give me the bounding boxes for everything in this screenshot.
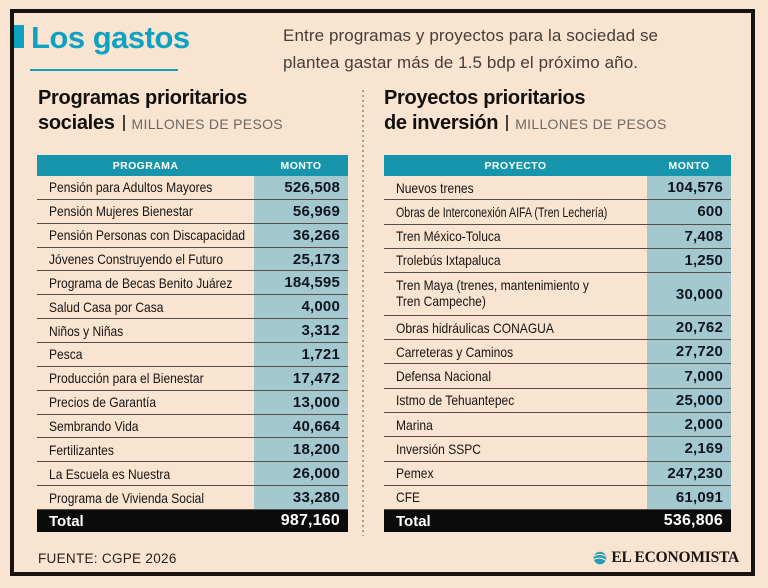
row-value: 3,312	[254, 319, 348, 342]
row-value: 33,280	[254, 486, 348, 509]
row-value: 247,230	[647, 462, 731, 485]
programs-table	[37, 155, 348, 532]
row-value: 36,266	[254, 224, 348, 247]
row-value: 13,000	[254, 391, 348, 414]
table-row	[384, 176, 731, 200]
table-row	[37, 486, 348, 510]
total-label: Total	[49, 512, 84, 530]
row-name: Salud Casa por Casa	[49, 298, 164, 315]
row-value: 4,000	[254, 295, 348, 318]
left-section-title	[38, 86, 283, 137]
row-name: Istmo de Tehuantepec	[396, 392, 515, 409]
row-value: 18,200	[254, 438, 348, 461]
projects-table	[384, 155, 731, 532]
left-section-title-word: sociales	[38, 112, 115, 134]
row-value: 30,000	[647, 273, 731, 315]
table-body	[384, 176, 731, 510]
table-row	[37, 462, 348, 486]
row-name: Producción para el Bienestar	[49, 370, 204, 387]
table-row	[384, 316, 731, 340]
column-header-monto: MONTO	[280, 159, 322, 172]
row-value: 526,508	[254, 176, 348, 199]
table-row	[37, 319, 348, 343]
right-section-title-word: de inversión	[384, 112, 499, 134]
row-value: 61,091	[647, 486, 731, 509]
row-name: Pesca	[49, 346, 83, 363]
row-value: 2,169	[647, 437, 731, 460]
row-name: Niños y Niñas	[49, 322, 124, 339]
table-row	[37, 367, 348, 391]
table-row	[384, 364, 731, 388]
row-value: 20,762	[647, 316, 731, 339]
table-row	[37, 438, 348, 462]
row-value: 7,408	[647, 225, 731, 248]
table-row	[384, 249, 731, 273]
row-name: Programa de Becas Benito Juárez	[49, 274, 233, 291]
table-body	[37, 176, 348, 510]
brand-name: EL ECONOMISTA	[611, 549, 739, 566]
source-note: FUENTE: CGPE 2026	[38, 551, 177, 566]
left-section-title-line1: Programas prioritarios	[38, 87, 248, 109]
table-row	[37, 295, 348, 319]
row-name: Tren Maya (trenes, mantenimiento y Tren Campeche)	[396, 277, 589, 309]
row-name: Obras hidráulicas CONAGUA	[396, 319, 554, 336]
total-label: Total	[396, 512, 431, 530]
page-subtitle	[283, 22, 658, 76]
row-name: Carreteras y Caminos	[396, 343, 514, 360]
row-value: 104,576	[647, 176, 731, 199]
column-header-monto: MONTO	[668, 159, 710, 172]
title-accent-marker	[14, 25, 24, 48]
right-unit-label: MILLONES DE PESOS	[515, 116, 667, 132]
title-underline	[30, 69, 178, 71]
row-value: 25,000	[647, 389, 731, 412]
row-name: Nuevos trenes	[396, 179, 474, 196]
globe-icon	[593, 551, 607, 565]
row-value: 1,250	[647, 249, 731, 272]
row-value: 1,721	[254, 343, 348, 366]
row-name: Marina	[396, 416, 433, 433]
row-value: 27,720	[647, 340, 731, 363]
table-row	[384, 486, 731, 510]
table-row	[37, 224, 348, 248]
table-row	[37, 415, 348, 439]
subtitle-line-1: Entre programas y proyectos para la sociedad se	[283, 26, 659, 45]
row-name: Pensión Mujeres Bienestar	[49, 203, 193, 220]
subtitle-line-2: plantea gastar más de 1.5 bdp el próximo año.	[283, 53, 639, 72]
table-row	[384, 225, 731, 249]
column-header-programa: PROGRAMA	[112, 159, 179, 172]
table-row	[384, 200, 731, 224]
row-name: Inversión SSPC	[396, 440, 481, 457]
total-value: 536,806	[663, 512, 723, 529]
table-row	[384, 413, 731, 437]
row-name: Programa de Vivienda Social	[49, 489, 205, 506]
total-row	[37, 510, 348, 532]
column-header-proyecto: PROYECTO	[484, 159, 547, 172]
table-row	[384, 437, 731, 461]
table-row	[37, 200, 348, 224]
left-unit-label: MILLONES DE PESOS	[131, 116, 283, 132]
row-name: Pensión para Adultos Mayores	[49, 179, 213, 196]
row-name: Sembrando Vida	[49, 418, 139, 435]
row-name: Defensa Nacional	[396, 368, 492, 385]
row-name: Tren México-Toluca	[396, 228, 501, 245]
table-row	[384, 273, 731, 316]
row-value: 184,595	[254, 271, 348, 294]
left-section-title-line2	[38, 111, 283, 137]
table-row	[37, 248, 348, 272]
row-name: CFE	[396, 489, 421, 506]
row-name: Jóvenes Construyendo el Futuro	[49, 251, 224, 267]
total-value: 987,160	[280, 512, 340, 529]
table-row	[37, 343, 348, 367]
row-value: 25,173	[254, 248, 348, 271]
row-name: Trolebús Ixtapaluca	[396, 252, 501, 269]
page-title: Los gastos	[31, 20, 190, 55]
row-value: 2,000	[647, 413, 731, 436]
right-section-title-line2	[384, 111, 667, 137]
brand-logo	[593, 549, 739, 567]
right-section-title	[384, 86, 667, 137]
row-value: 40,664	[254, 415, 348, 438]
row-name: Pemex	[396, 465, 434, 482]
row-name: La Escuela es Nuestra	[49, 465, 171, 482]
row-name: Pensión Personas con Discapacidad	[49, 227, 246, 244]
unit-divider-bar	[123, 115, 125, 131]
table-header	[37, 155, 348, 176]
row-value: 7,000	[647, 364, 731, 387]
table-row	[37, 271, 348, 295]
unit-divider-bar	[506, 115, 508, 131]
row-value: 600	[647, 200, 731, 223]
row-value: 56,969	[254, 200, 348, 223]
row-value: 26,000	[254, 462, 348, 485]
table-row	[384, 340, 731, 364]
right-section-title-line1: Proyectos prioritarios	[384, 87, 586, 109]
dotted-column-divider	[362, 90, 364, 536]
row-name: Fertilizantes	[49, 441, 114, 458]
table-row	[37, 176, 348, 200]
table-row	[37, 391, 348, 415]
row-name: Precios de Garantía	[49, 394, 157, 411]
table-row	[384, 389, 731, 413]
table-header	[384, 155, 731, 176]
table-row	[384, 462, 731, 486]
row-value: 17,472	[254, 367, 348, 390]
total-row	[384, 510, 731, 532]
row-name: Obras de Interconexión AIFA (Tren Lechería)	[396, 203, 608, 220]
